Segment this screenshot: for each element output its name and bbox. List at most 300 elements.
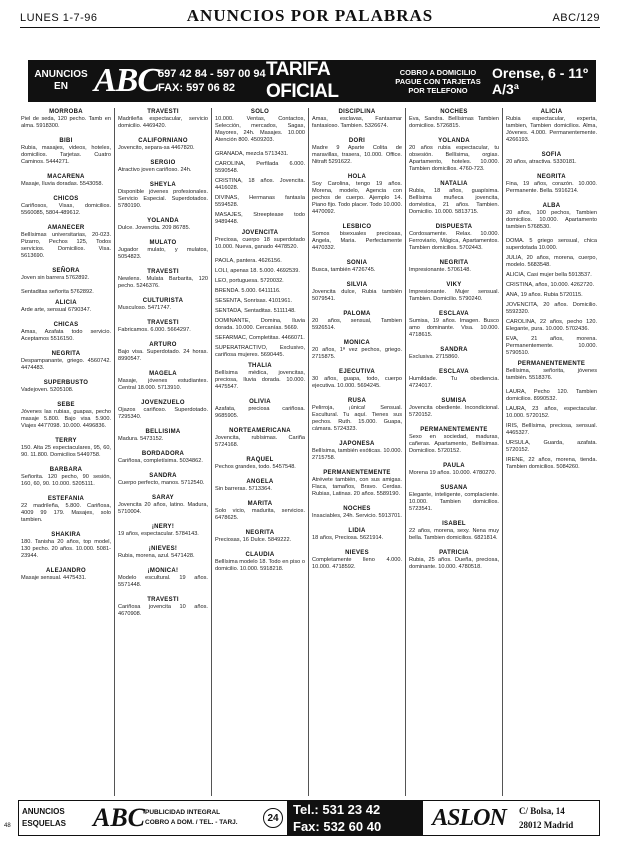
ad-heading: LESBICO — [342, 224, 372, 230]
footer-phones — [287, 801, 423, 835]
classified-ad — [312, 469, 402, 498]
classified-ad — [118, 545, 208, 560]
classified-ad — [312, 108, 402, 130]
ad-heading: CHICOS — [53, 196, 79, 202]
classified-ad — [312, 137, 402, 166]
page-title: ANUNCIOS POR PALABRAS — [186, 6, 434, 25]
classified-ad — [21, 195, 111, 217]
ad-heading: MARITA — [247, 501, 273, 507]
classified-ad — [21, 267, 111, 282]
ad-heading: MULATO — [149, 240, 177, 246]
classified-ad — [118, 159, 208, 174]
ad-text: Sexo en sociedad, maduras, cañeras. Apartamento, Bellísimas. Domicilios. 5720152. — [409, 434, 499, 454]
footer-city: 28012 Madrid — [519, 820, 574, 830]
classified-line: LAURA, 23 años, espectacular. 10.000. 5720152. — [506, 406, 597, 419]
ad-heading: SANDRA — [149, 473, 177, 479]
ad-text: 150. Alta 25 espectaculares, 95, 60, 90. 11.800. Domicilios 5449758. — [21, 445, 111, 458]
ad-text: Atrévete también, con sus amigas. Flaca, tamaños, Bravo. Cerdas. Rubias, Latinas. 20 años. 5589190. — [312, 477, 402, 497]
advertising-banner — [28, 60, 596, 102]
ad-heading: CULTURISTA — [142, 298, 184, 304]
classified-line: SENTADA, Sentaditas. 5111148. — [215, 308, 296, 314]
ad-heading: PERMANENTEMENTE — [517, 361, 586, 367]
ad-heading: ISABEL — [442, 521, 466, 527]
page-header — [20, 6, 600, 28]
ad-heading: DISPUESTA — [435, 224, 473, 230]
classified-ad — [118, 239, 208, 261]
ad-text: Humildade. Tu obediencia. 4724017. — [409, 376, 499, 389]
classified-ad — [312, 505, 402, 520]
ad-heading: NEGRITA — [537, 174, 566, 180]
ad-text: Madrileña espectacular, servicio domicilio. 4469420. — [118, 116, 208, 129]
ad-heading: BELLISIMA — [145, 429, 181, 435]
ad-text: Jugador mulato, y mulatos, 5054823. — [118, 247, 208, 260]
footer-abc-logo: ABC — [93, 803, 146, 832]
classified-ad — [118, 567, 208, 589]
classified-line: LEO, portuguesa. 5720032. — [215, 278, 284, 284]
ad-heading: PATRICIA — [439, 550, 469, 556]
ad-heading: SILVIA — [346, 282, 368, 288]
ad-heading: THALIA — [248, 363, 272, 369]
ad-text: Rubia, morena, azul. 5471428. — [118, 553, 195, 559]
classified-ad — [409, 520, 499, 542]
footer-tel: Tel.: 531 23 42 — [293, 802, 381, 817]
ad-heading: NORTEAMERICANA — [229, 428, 291, 434]
ad-text: Morena 19 años. 10.000. 4780270. — [409, 470, 497, 476]
footer-fax: Fax: 532 60 40 — [293, 819, 382, 834]
ad-heading: RUSA — [347, 398, 367, 404]
ad-heading: NIEVES — [345, 550, 369, 556]
classified-line: ANA, 19 años. Rubia 5720115. — [506, 292, 583, 298]
classified-ad — [506, 360, 597, 382]
ad-heading: SOFIA — [541, 152, 562, 158]
ad-heading: SUSANA — [440, 485, 468, 491]
ad-text: 18 años, Preciosa. 5621914. — [312, 535, 384, 541]
ad-heading: MACARENA — [47, 174, 85, 180]
ad-heading: BARBARA — [49, 467, 83, 473]
classified-line: DOMINANTE, Domina, lluvia dorada. 10.000. Cercanías. 5669. — [215, 318, 305, 331]
classified-ad — [215, 427, 305, 449]
banner-cobro: COBRO A DOMICILIO PAGUE CON TARJETAS POR TELEFONO — [395, 67, 481, 95]
ad-text: Modelo escultural. 19 años. 5571448. — [118, 575, 208, 588]
classified-ad — [21, 466, 111, 488]
ad-heading: YOLANDA — [438, 138, 470, 144]
ad-heading: MONICA — [343, 340, 371, 346]
ad-heading: SHAKIRA — [51, 532, 81, 538]
classified-ad — [409, 549, 499, 571]
header-page-number: ABC/129 — [552, 12, 600, 24]
ad-heading: OLIVIA — [249, 399, 271, 405]
classified-ad — [409, 346, 499, 361]
ad-heading: SOLO — [250, 109, 270, 115]
classified-ad — [215, 529, 305, 544]
ad-heading: JOVENZUELO — [141, 400, 185, 406]
classified-ad — [21, 137, 111, 166]
ad-heading: NATALIA — [440, 181, 468, 187]
ad-text: 20 años rubia espectacular, tu obsesión. Bellísima, orgias. Apartamento, hoteles. 10.000. Tambien domicilios. 4760-723. — [409, 145, 499, 172]
classified-ad — [118, 181, 208, 210]
ad-text: Arde arte, sensual 6790347. — [21, 307, 92, 313]
classified-ad — [21, 437, 111, 459]
footer-publi-line1: PUBLICIDAD INTEGRAL — [145, 809, 221, 816]
classified-ad — [118, 137, 208, 152]
ad-heading: ARTURO — [149, 342, 177, 348]
ad-heading: NEGRITA — [245, 530, 275, 536]
classified-ad — [21, 108, 111, 130]
ad-heading: TRAVESTI — [147, 269, 179, 275]
classified-ad — [312, 397, 402, 433]
ad-text: Amas, esclavas, Fantasmar fantasioso. Tambien. 5326674. — [312, 116, 402, 129]
ad-heading: PALOMA — [343, 311, 371, 317]
ad-heading: SUPERBUSTO — [43, 380, 89, 386]
classified-ad — [409, 180, 499, 216]
classified-line: BRENDA. 5.000. 6411116. — [215, 288, 281, 294]
ad-text: Bellísima, señorita, jóvenes también. 5518376. — [506, 368, 597, 381]
classified-line: DIVINAS, Hermanas fantasía 5594528. — [215, 195, 305, 208]
classified-ad — [21, 401, 111, 430]
footer-publi-line2: COBRO A DOM. / TEL. - TARJ. — [145, 819, 238, 826]
classified-ad — [312, 549, 402, 571]
ad-text: 19 años, espectacular. 5784143. — [118, 531, 199, 537]
ad-text: Masaje, jóvenes estudiantes. Central 18.000. 5713910. — [118, 378, 208, 391]
classified-ad — [409, 310, 499, 339]
banner-phone: 597 42 84 - 597 00 94 — [158, 68, 266, 80]
classified-ad — [409, 462, 499, 477]
classified-ad — [215, 456, 305, 471]
classified-ad — [506, 151, 597, 166]
classified-ad — [312, 281, 402, 303]
ad-text: Jovencita 20 años, latino. Madura, 5710004. — [118, 502, 208, 515]
ad-text: Cuerpo perfecto, manos. 5712540. — [118, 480, 205, 486]
ad-text: Preciosas, 16 Dulce. 5849222. — [215, 537, 292, 543]
ad-heading: SARAY — [152, 495, 174, 501]
classified-columns — [18, 108, 600, 796]
column — [115, 108, 212, 796]
banner-anuncios: ANUNCIOS EN — [34, 69, 88, 92]
classified-ad — [118, 217, 208, 232]
ad-text: Azafata, preciosa cariñosa. 9685905. — [215, 406, 305, 419]
ad-heading: RAQUEL — [246, 457, 274, 463]
ad-text: Fabricamos. 6.000. 5664297. — [118, 327, 191, 333]
ad-heading: HOLA — [347, 174, 367, 180]
footer-street: C/ Bolsa, 14 — [519, 806, 565, 816]
banner-fax: FAX: 597 06 82 — [158, 82, 236, 94]
ad-text: Joven sin barrera 5762892. — [21, 275, 90, 281]
classified-ad — [409, 223, 499, 252]
ad-text: Busca, también 4726745. — [312, 267, 376, 273]
classified-line: SEFARMAC, Completitas. 4466071. — [215, 335, 305, 341]
ad-text: Fina, 19 años, corazón. 10.000. Permanente. Bella. 5916214. — [506, 181, 597, 194]
ad-text: 20 años, atractiva. 5330181. — [506, 159, 577, 165]
ad-text: Jovencita obediente. Incondicional. 5720152. — [409, 405, 499, 418]
ad-text: 22 años, morena, sexy. Nena muy bella. Tambien domicilios. 6821814. — [409, 528, 499, 541]
classified-ad — [409, 397, 499, 419]
ad-text: Completamente lleno 4.000. 10.000. 4718592. — [312, 557, 402, 570]
classified-ad — [118, 494, 208, 516]
classified-ad — [312, 527, 402, 542]
ad-text: 20 años, 1ª vez pechos, griego. 2715875. — [312, 347, 402, 360]
banner-abc-logo: ABC — [94, 62, 160, 99]
banner-phones — [154, 67, 266, 95]
side-page-number: 48 — [4, 823, 11, 829]
footer-left — [19, 806, 93, 830]
classified-ad — [312, 259, 402, 274]
footer-anuncios: ANUNCIOS — [22, 807, 65, 816]
classified-ad — [506, 173, 597, 195]
classified-ad — [215, 108, 305, 144]
ad-text: Rubia, 18 años, guapísima. Bellísima muñeca jovencita, doméstica, 21 años. Tambien. Domicilio. 10.000. 5813715. — [409, 188, 499, 215]
ad-text: Sumisa, 19 años. Imagen. Busco amo dominante. Visa. 10.000. 4718615. — [409, 318, 499, 338]
classified-line: CRISTINA, 18 años. Jovencita. 4416028. — [215, 178, 305, 191]
classified-ad — [21, 299, 111, 314]
ad-text: Vadejoven. 5205108. — [21, 387, 74, 393]
ad-heading: TRAVESTI — [147, 597, 179, 603]
classified-line: ALICIA, Casi mujer bella 5913537. — [506, 272, 592, 278]
ad-text: Piel de seda, 120 pecho. Tamb en alma. 5918300. — [21, 116, 111, 129]
classified-ad — [312, 310, 402, 332]
classified-ad — [312, 173, 402, 216]
banner-tarifa: TARIFA OFICIAL — [266, 59, 339, 102]
column — [18, 108, 115, 796]
ad-text: Cariñosa, completísima. 5034862. — [118, 458, 203, 464]
ad-text: Insaciables, 24h. Servicio. 5913701. — [312, 513, 402, 519]
ad-text: Musculoso. 5471747. — [118, 305, 172, 311]
classified-line: EVA, 21 años, morena. Permanentemente. 10.000. 5790510. — [506, 336, 597, 356]
ad-heading: LIDIA — [348, 528, 366, 534]
ad-text: 10.000. Ventas, Contactos, Selección, mercados, Sagas, Mayores, 24h. Masajes. 10.000 Atención 800. 4509203. — [215, 116, 305, 143]
ad-text: Bellísima, también exóticas. 10.000. 2715758. — [312, 448, 402, 461]
classified-ad — [409, 259, 499, 274]
classified-ad — [21, 224, 111, 260]
ad-text: Bajo visa. Superdotado. 24 horas. 8990547. — [118, 349, 208, 362]
ad-heading: TRAVESTI — [147, 320, 179, 326]
ad-heading: JOVENCITA — [241, 230, 279, 236]
classified-line: IRENE, 22 años, morena, tienda. Tambien domicilios. 5084260. — [506, 457, 597, 470]
ad-heading: SONIA — [346, 260, 368, 266]
classified-ad — [118, 341, 208, 363]
ad-text: Madre 9 Aparte Colita de maravillas, trasera, 10.000. Office. Nitraft 5291622. — [312, 145, 402, 165]
classified-line: LOLI, apenas 18. 5.000. 4692539. — [215, 268, 300, 274]
ad-text: Soy Carolina, tengo 19 años. Morena, modelo, Agencia con pechos de cuerpo. Ajemplo 14. Piano fijo. Todo placer. Todo 10.000. 4470092. — [312, 181, 402, 215]
ad-heading: ALICIA — [55, 300, 77, 306]
classified-line: SUPERATRACTIVO, Exclusivo, cariñosa mujeres. 5690445. — [215, 345, 305, 358]
ad-text: Sin barreras. 5713364. — [215, 486, 272, 492]
classified-ad — [215, 398, 305, 420]
footer-aslon-logo: ASLON — [432, 804, 506, 831]
ad-heading: BIBI — [59, 138, 73, 144]
ad-heading: ALEJANDRO — [45, 568, 87, 574]
classified-ad — [506, 108, 597, 144]
ad-heading: JAPONESA — [339, 441, 375, 447]
ad-text: Atractivo joven cariñoso. 24h. — [118, 167, 192, 173]
ad-text: Bellísimas universitarias, 20-023. Pizarro, Pechos 125, Todos servicios. Domicilios. Visa. 5613690. — [21, 232, 111, 259]
header-date: LUNES 1-7-96 — [20, 12, 98, 24]
classified-ad — [506, 202, 597, 231]
banner-address: Orense, 6 - 11º A/3ª — [492, 65, 589, 97]
classified-line: DOMA. 5 griego sensual, chica superdotada 10.000. — [506, 238, 597, 251]
ad-text: Rubia, masajes, videos, hoteles, domicilios. Tarjetas. Cuatro Caminos. 5444271. — [21, 145, 111, 165]
classified-line: CAROLINA, 22 años, pecho 120. Elegante, pura. 10.000. 5702436. — [506, 319, 597, 332]
ad-text: 20 años, 100 pechos, Tambien domicilios. 10.000. Apartamento tambien 5768530. — [506, 210, 597, 230]
classified-ad — [409, 137, 499, 173]
ad-text: Impresionante. 5706148. — [409, 267, 471, 273]
ad-text: Cariñosa jovencita 10 años. 4670908. — [118, 604, 208, 617]
classified-ad — [118, 319, 208, 334]
ad-heading: SEÑORA — [52, 268, 80, 274]
classified-line: JULIA, 20 años, morena, cuerpo, modelo. 5683548. — [506, 255, 597, 268]
ad-heading: VIKY — [446, 282, 462, 288]
ad-text: Disponible jóvenes profesionales. Servicio Especial. Superdotados. 5780190. — [118, 189, 208, 209]
ad-text: 30 años, guapa, todo, cuerpo ejecutiva. 10.000. 5694245. — [312, 376, 402, 389]
classified-ad — [21, 350, 111, 372]
classified-ad — [312, 223, 402, 252]
classified-ad — [118, 297, 208, 312]
ad-heading: ¡NIEVES! — [148, 546, 178, 552]
classified-ad — [312, 440, 402, 462]
classified-ad — [118, 472, 208, 487]
classified-line: CAROLINA, Perfilada 6.000. 5590548. — [215, 161, 305, 174]
ad-heading: ¡MONICA! — [147, 568, 179, 574]
ad-heading: NOCHES — [343, 506, 371, 512]
column — [309, 108, 406, 796]
ad-heading: NEGRITA — [51, 351, 81, 357]
ad-heading: ANGELA — [246, 479, 274, 485]
ad-heading: NOCHES — [440, 109, 468, 115]
ad-text: Jóvenes las rubias, guapas, pecho masaje 5.800. Bajo visa 5.900. Viajes 4477098. 10.000. 4496836. — [21, 409, 111, 429]
footer-24h-badge: 24 — [263, 808, 283, 828]
ad-text: Jovencita dulce, Rubia también 5079541. — [312, 289, 402, 302]
ad-heading: SUMISA — [441, 398, 467, 404]
ad-text: Pelirroja, ¡única! Sensual. Escultural. Tu aquí. Tienes sus pechos. Ruth. 15.000. Guapa, cámara. 5724323. — [312, 405, 402, 432]
ad-heading: PERMANENTEMENTE — [323, 470, 391, 476]
ad-heading: TRAVESTI — [147, 109, 179, 115]
footer-advert — [18, 800, 600, 836]
footer-address — [515, 804, 599, 832]
ad-heading: CALIFORNIANO — [138, 138, 188, 144]
ad-heading: PAULA — [443, 463, 465, 469]
classified-ad — [21, 495, 111, 524]
ad-text: Eva, Sandra. Bellísimas Tambien domicilios. 5726815. — [409, 116, 499, 129]
ad-heading: ¡NERY! — [151, 524, 175, 530]
ad-text: Cariñosos, Visas, domicilios. 5560085, 5804-489612. — [21, 203, 111, 216]
ad-heading: ALICIA — [540, 109, 563, 115]
ad-heading: DORI — [348, 138, 366, 144]
ad-heading: AMANECER — [47, 225, 85, 231]
ad-text: Masaje, lluvia doradas. 5543058. — [21, 181, 104, 187]
classified-ad — [118, 268, 208, 290]
ad-text: Exclusiva. 2715860. — [409, 354, 460, 360]
ad-text: Impresionante. Mujer sensual. Tambien. Domicilio. 5790240. — [409, 289, 499, 302]
ad-text: Somos bisexuales preciosas, Angela, Maria. Perfectamente 4470332. — [312, 231, 402, 251]
classified-ad — [21, 567, 111, 582]
ad-heading: SANDRA — [440, 347, 468, 353]
classified-ad — [118, 596, 208, 618]
ad-heading: SEBE — [57, 402, 75, 408]
classified-ad — [215, 478, 305, 493]
classified-ad — [21, 321, 111, 343]
classified-ad — [409, 368, 499, 390]
ad-heading: SHEYLA — [149, 182, 177, 188]
classified-line: LAURA, Pecho 120. Tambien domicilios. 8990532. — [506, 389, 597, 402]
classified-ad — [21, 173, 111, 188]
classified-line: JOVENCITA, 20 años. Domicilio. 5592320. — [506, 302, 597, 315]
classified-ad — [118, 523, 208, 538]
ad-heading: NEGRITA — [439, 260, 469, 266]
ad-text: Newlens. Mulata Barbarita, 120 pecho. 5246376. — [118, 276, 208, 289]
classified-line: Sentaditas señorita 5762892. — [21, 289, 94, 295]
ad-text: Bellísima modelo 18. Todo en piso o domicilio. 10.000. 5918218. — [215, 559, 305, 572]
ad-heading: BORDADORA — [141, 451, 185, 457]
classified-ad — [118, 399, 208, 421]
ad-heading: ESCLAVA — [439, 311, 469, 317]
ad-heading: TERRY — [55, 438, 77, 444]
classified-ad — [409, 484, 499, 513]
classified-ad — [118, 370, 208, 392]
ad-heading: YOLANDA — [147, 218, 179, 224]
classified-ad — [21, 379, 111, 394]
ad-text: 180. Tanisha 20 años, top model, 130 pecho. 20 años. 10.000. 5081-23944. — [21, 539, 111, 559]
ad-text: Elegante, inteligente, complaciente. 10.000. Tambien domicilios. 5723541. — [409, 492, 499, 512]
ad-text: Pechos grandes, todo. 5457548. — [215, 464, 296, 470]
classified-ad — [409, 108, 499, 130]
ad-text: Rubia espectacular, experta, tambien, Tambien domicilios. Alma, Jóvenes. 4.000. Permanentemente. 4266193. — [506, 116, 597, 143]
ad-heading: ESTEFANIA — [47, 496, 85, 502]
ad-text: Despampanante, griego. 4560742. 4474483. — [21, 358, 111, 371]
ad-text: Señorita. 120 pecho, 90 sesión, 160, 60, 90. 10.000. 5205111. — [21, 474, 111, 487]
ad-text: 20 años, sensual, Tambien 5926514. — [312, 318, 402, 331]
ad-text: Jovencito, separa-sa 4467820. — [118, 145, 195, 151]
ad-text: Ojazos cariñoso. Superdotado. 7295340. — [118, 407, 208, 420]
classified-ad — [21, 531, 111, 560]
classified-line: CRISTINA, años, 10.000. 4262720. — [506, 282, 595, 288]
ad-heading: CHICAS — [53, 322, 79, 328]
ad-heading: ALBA — [542, 203, 561, 209]
ad-heading: CLAUDIA — [245, 552, 275, 558]
column — [503, 108, 600, 796]
footer-esquelas: ESQUELAS — [22, 819, 67, 828]
ad-text: Dulce. Jovencita. 209 86785. — [118, 225, 191, 231]
classified-ad — [118, 450, 208, 465]
classified-ad — [409, 426, 499, 455]
classified-line: URSULA, Guarda, azafata. 5720152. — [506, 440, 597, 453]
classified-ad — [215, 229, 305, 251]
classified-line: MASAJES, Streeptease todo 9489448. — [215, 212, 305, 225]
ad-text: Masaje sensual. 4475431. — [21, 575, 87, 581]
classified-ad — [215, 362, 305, 391]
ad-heading: DISCIPLINA — [338, 109, 376, 115]
classified-ad — [118, 108, 208, 130]
column — [212, 108, 309, 796]
ad-heading: MAGELA — [149, 371, 177, 377]
ad-heading: ESCLAVA — [439, 369, 469, 375]
ad-text: Jovencita, rubísimas. Cariña 5724168. — [215, 435, 305, 448]
ad-text: Cordosamente. Relax. 10.000. Ferroviario, Mágica, Apartamentos. Tambien domicilios. 5702443. — [409, 231, 499, 251]
ad-text: 22 madrileña, 5.800. Cariñosa, 4009 99 179. Masajes, solo tambien. — [21, 503, 111, 523]
footer-publicidad — [145, 808, 263, 828]
classified-line: IRIS, Bellísima, preciosa, sensual. 4465327. — [506, 423, 597, 436]
classified-line: PAOLA, pantera. 4626156. — [215, 258, 282, 264]
ad-text: Solo vicio, madurita, servicios. 6478625. — [215, 508, 305, 521]
classified-ad — [312, 368, 402, 390]
ad-heading: MORROBA — [49, 109, 83, 115]
classified-line: SESENTA, Sonrisas. 4101961. — [215, 298, 293, 304]
classified-ad — [215, 551, 305, 573]
ad-text: Amas, Azafata todo servicio. Aceptamos 5516150. — [21, 329, 111, 342]
classified-ad — [409, 281, 499, 303]
ad-text: Madura. 5473152. — [118, 436, 164, 442]
classified-ad — [215, 500, 305, 522]
classified-ad — [312, 339, 402, 361]
ad-text: Rubia, 25 años. Dueña, preciosa, dominante. 10.000. 4780518. — [409, 557, 499, 570]
